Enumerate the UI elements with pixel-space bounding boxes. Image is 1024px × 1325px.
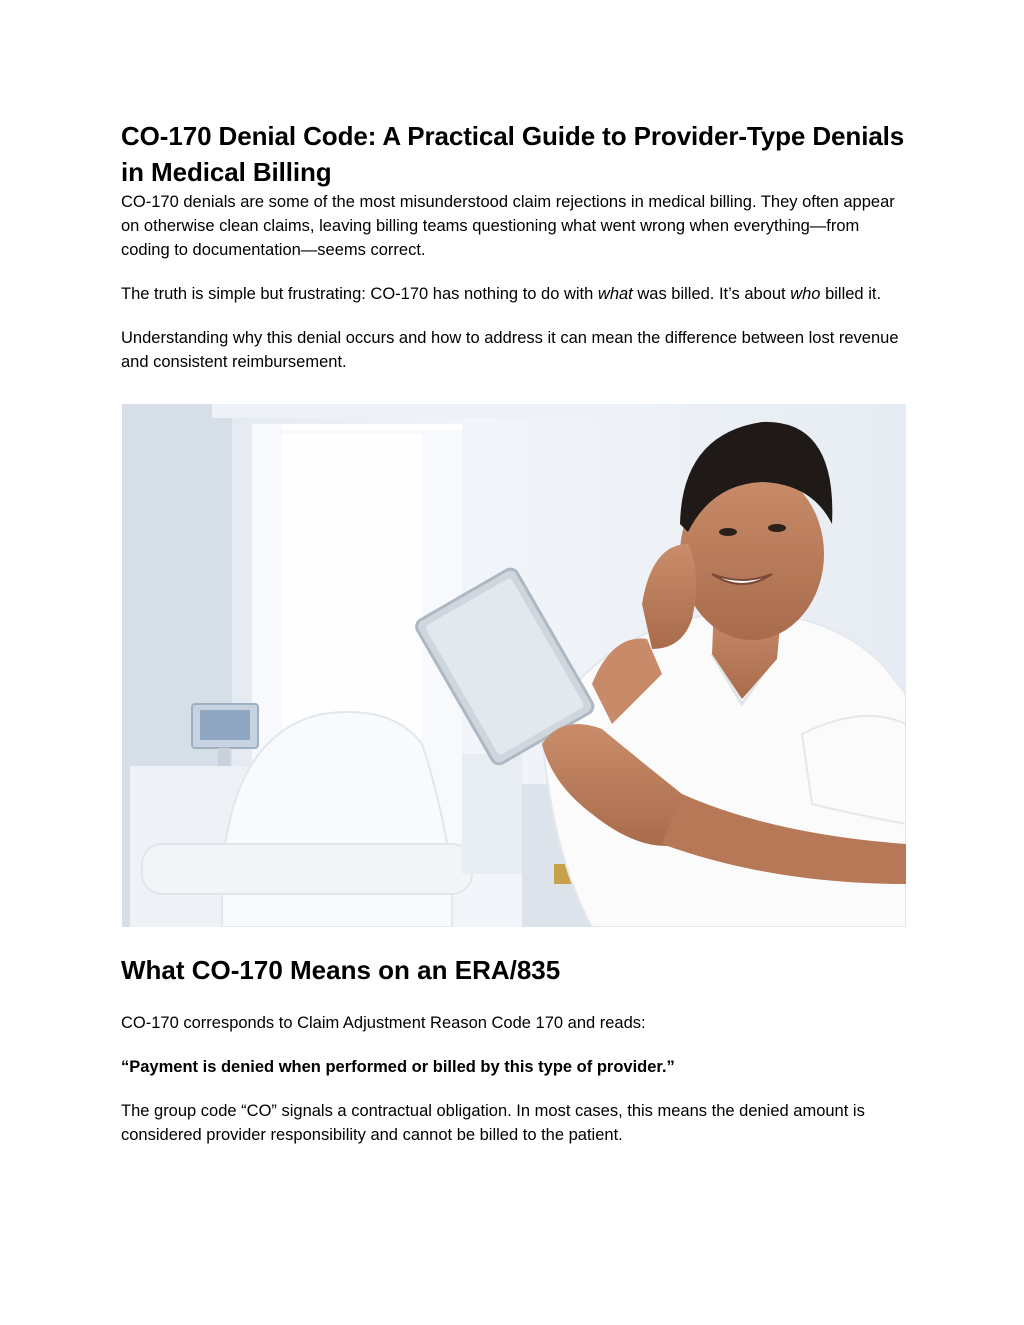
truth-emphasis-who: who xyxy=(790,285,821,303)
page-title: CO-170 Denial Code: A Practical Guide to Provider-Type Denials in Medical Billing xyxy=(121,121,905,187)
section-paragraph-2: The group code “CO” signals a contractual obligation. In most cases, this means the denied amount is considered provider responsibility and cannot be billed to the patient. xyxy=(121,1102,865,1144)
section-quote: “Payment is denied when performed or billed by this type of provider.” xyxy=(121,1058,675,1076)
truth-emphasis-what: what xyxy=(597,285,633,303)
section-heading: What CO-170 Means on an ERA/835 xyxy=(121,955,561,985)
photo-illustration xyxy=(122,404,906,927)
truth-text-3: billed it. xyxy=(820,285,882,303)
truth-paragraph xyxy=(121,282,911,306)
article-intro xyxy=(121,118,911,374)
section-paragraph-1: CO-170 corresponds to Claim Adjustment Reason Code 170 and reads: xyxy=(121,1014,646,1032)
truth-text-1: The truth is simple but frustrating: CO-170 has nothing to do with xyxy=(121,285,598,303)
intro-paragraph: CO-170 denials are some of the most misunderstood claim rejections in medical billing. They often appear on otherwise clean claims, leaving billing teams questioning what went wrong when everything—from coding to documentation—seems correct. xyxy=(121,193,895,259)
truth-text-2: was billed. It’s about xyxy=(632,285,791,303)
understanding-paragraph: Understanding why this denial occurs and how to address it can mean the difference between lost revenue and consistent reimbursement. xyxy=(121,329,899,371)
hero-photo xyxy=(122,404,906,927)
